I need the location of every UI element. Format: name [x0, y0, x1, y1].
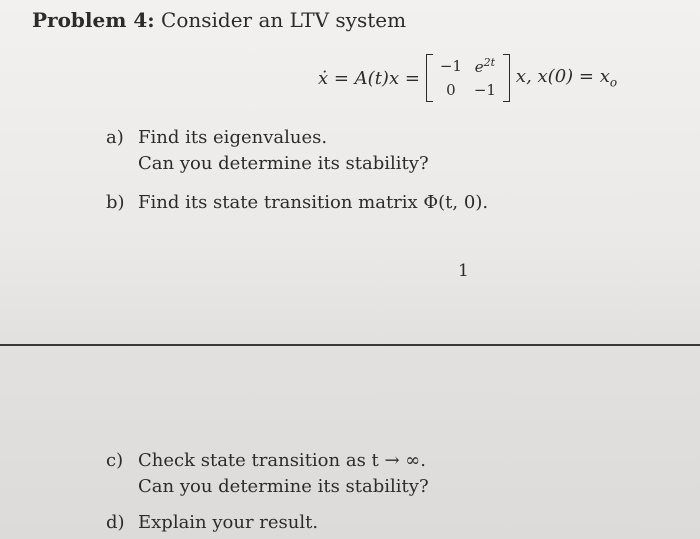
matrix-r1c2-exponent: 2t: [483, 56, 496, 69]
part-d: [106, 512, 318, 533]
part-a: [106, 127, 429, 174]
equation-lhs: ẋ = A(t)x =: [318, 67, 420, 89]
problem-label: Problem 4:: [32, 8, 155, 32]
part-c-label: c): [106, 450, 124, 471]
part-b-label: b): [106, 192, 125, 213]
part-b: [106, 192, 488, 213]
matrix-r1c1: −1: [439, 57, 462, 75]
part-a-line1: Find its eigenvalues.: [138, 127, 328, 148]
equation-rhs-subscript: o: [609, 75, 618, 90]
part-d-label: d): [106, 512, 125, 533]
problem-intro: Consider an LTV system: [161, 8, 407, 32]
matrix-r1c2: [475, 56, 495, 76]
matrix-r2c1: 0: [446, 81, 456, 99]
system-matrix: [426, 54, 510, 102]
matrix-r2c2: −1: [473, 81, 496, 99]
page-number: 1: [458, 261, 469, 281]
part-c-line2: Can you determine its stability?: [138, 476, 429, 497]
part-a-line2: Can you determine its stability?: [138, 153, 429, 174]
part-a-label: a): [106, 127, 124, 148]
state-equation: [318, 48, 617, 108]
problem-heading: [32, 8, 406, 32]
part-b-line1: Find its state transition matrix Φ(t, 0).: [138, 192, 489, 213]
equation-rhs-text: x, x(0) = x: [515, 66, 610, 88]
part-c: [106, 450, 429, 497]
equation-rhs: [516, 66, 617, 90]
part-d-line1: Explain your result.: [138, 512, 319, 533]
matrix-r1c2-base: e: [474, 58, 484, 76]
part-c-line1: Check state transition as t → ∞.: [138, 450, 426, 471]
page-divider: [0, 344, 700, 346]
